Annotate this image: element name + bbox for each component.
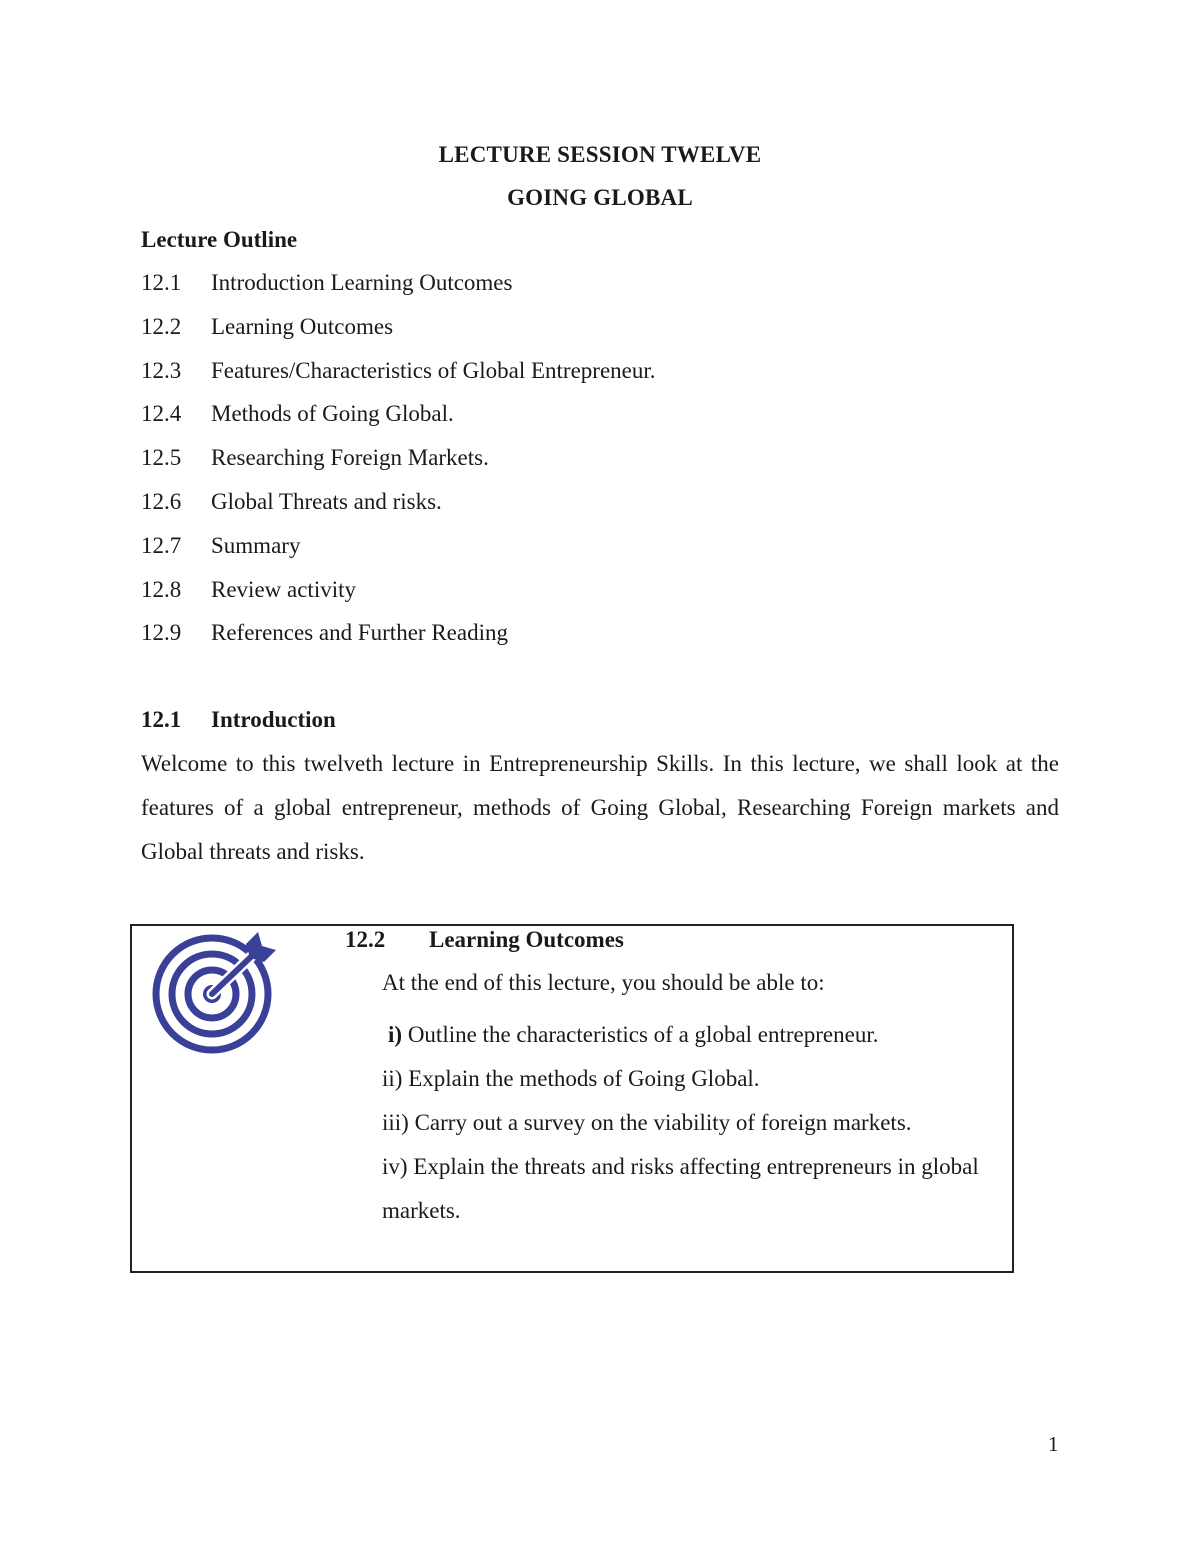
learning-outcomes-list [382,1013,994,1233]
introduction-paragraph: Welcome to this twelveth lecture in Entrepreneurship Skills. In this lecture, we shall look at the features of a global entrepreneur, methods of Going Global, Researching Foreign markets and Global threats and risks. [141,751,1059,864]
outcome-marker: ii) [382,1066,403,1091]
outcome-marker: iv) [382,1154,408,1179]
outline-item [141,401,656,445]
section-number: 12.1 [141,707,182,732]
outline-item-label: Features/Characteristics of Global Entrepreneur. [211,357,656,383]
outline-item [141,270,656,314]
outline-item-number: 12.4 [141,401,182,427]
outline-item-number: 12.8 [141,576,182,602]
outline-item-label: Learning Outcomes [211,313,394,339]
outline-item-number: 12.7 [141,532,182,558]
outline-item-label: Researching Foreign Markets. [211,445,489,471]
outline-item [141,620,656,664]
section-title: Learning Outcomes [429,927,624,952]
outline-item-number: 12.5 [141,445,182,471]
outcome-item [382,1013,994,1057]
outline-item [141,577,656,621]
outline-item-number: 12.3 [141,357,182,383]
section-number: 12.2 [345,927,386,952]
outline-item [141,314,656,358]
learning-outcomes-heading [345,927,624,953]
outline-heading: Lecture Outline [141,227,298,252]
outcome-item [382,1101,994,1145]
outline-item [141,489,656,533]
outline-list [141,270,656,664]
outcome-text: Outline the characteristics of a global entrepreneur. [402,1022,879,1047]
outline-item-label: Global Threats and risks. [211,488,442,514]
outline-item-number: 12.2 [141,313,182,339]
outline-item [141,533,656,577]
outcome-text: Carry out a survey on the viability of foreign markets. [408,1110,912,1135]
outline-item-label: Introduction Learning Outcomes [211,270,513,295]
outline-item [141,358,656,402]
outline-item-number: 12.9 [141,620,182,646]
outcome-item [382,1057,994,1101]
outline-item-number: 12.6 [141,488,182,514]
outcome-marker: i) [388,1022,403,1047]
section-title: Introduction [211,707,336,732]
outline-item-label: References and Further Reading [211,620,508,646]
outline-item-number: 12.1 [141,270,182,295]
outline-item [141,445,656,489]
outline-item-label: Review activity [211,576,356,602]
lecture-title: LECTURE SESSION TWELVE [438,142,762,167]
learning-outcomes-intro: At the end of this lecture, you should be able to: [382,970,825,995]
outline-item-label: Summary [211,532,301,558]
outline-item-label: Methods of Going Global. [211,401,454,427]
outcome-text: Explain the methods of Going Global. [402,1066,760,1091]
target-icon [150,928,280,1058]
page-number: 1 [1048,1432,1059,1456]
lecture-subtitle: GOING GLOBAL [507,185,693,210]
outcome-text: Explain the threats and risks affecting entrepreneurs in global markets. [382,1154,979,1223]
outcome-item [382,1145,994,1233]
outcome-marker: iii) [382,1110,409,1135]
introduction-heading [141,707,336,733]
